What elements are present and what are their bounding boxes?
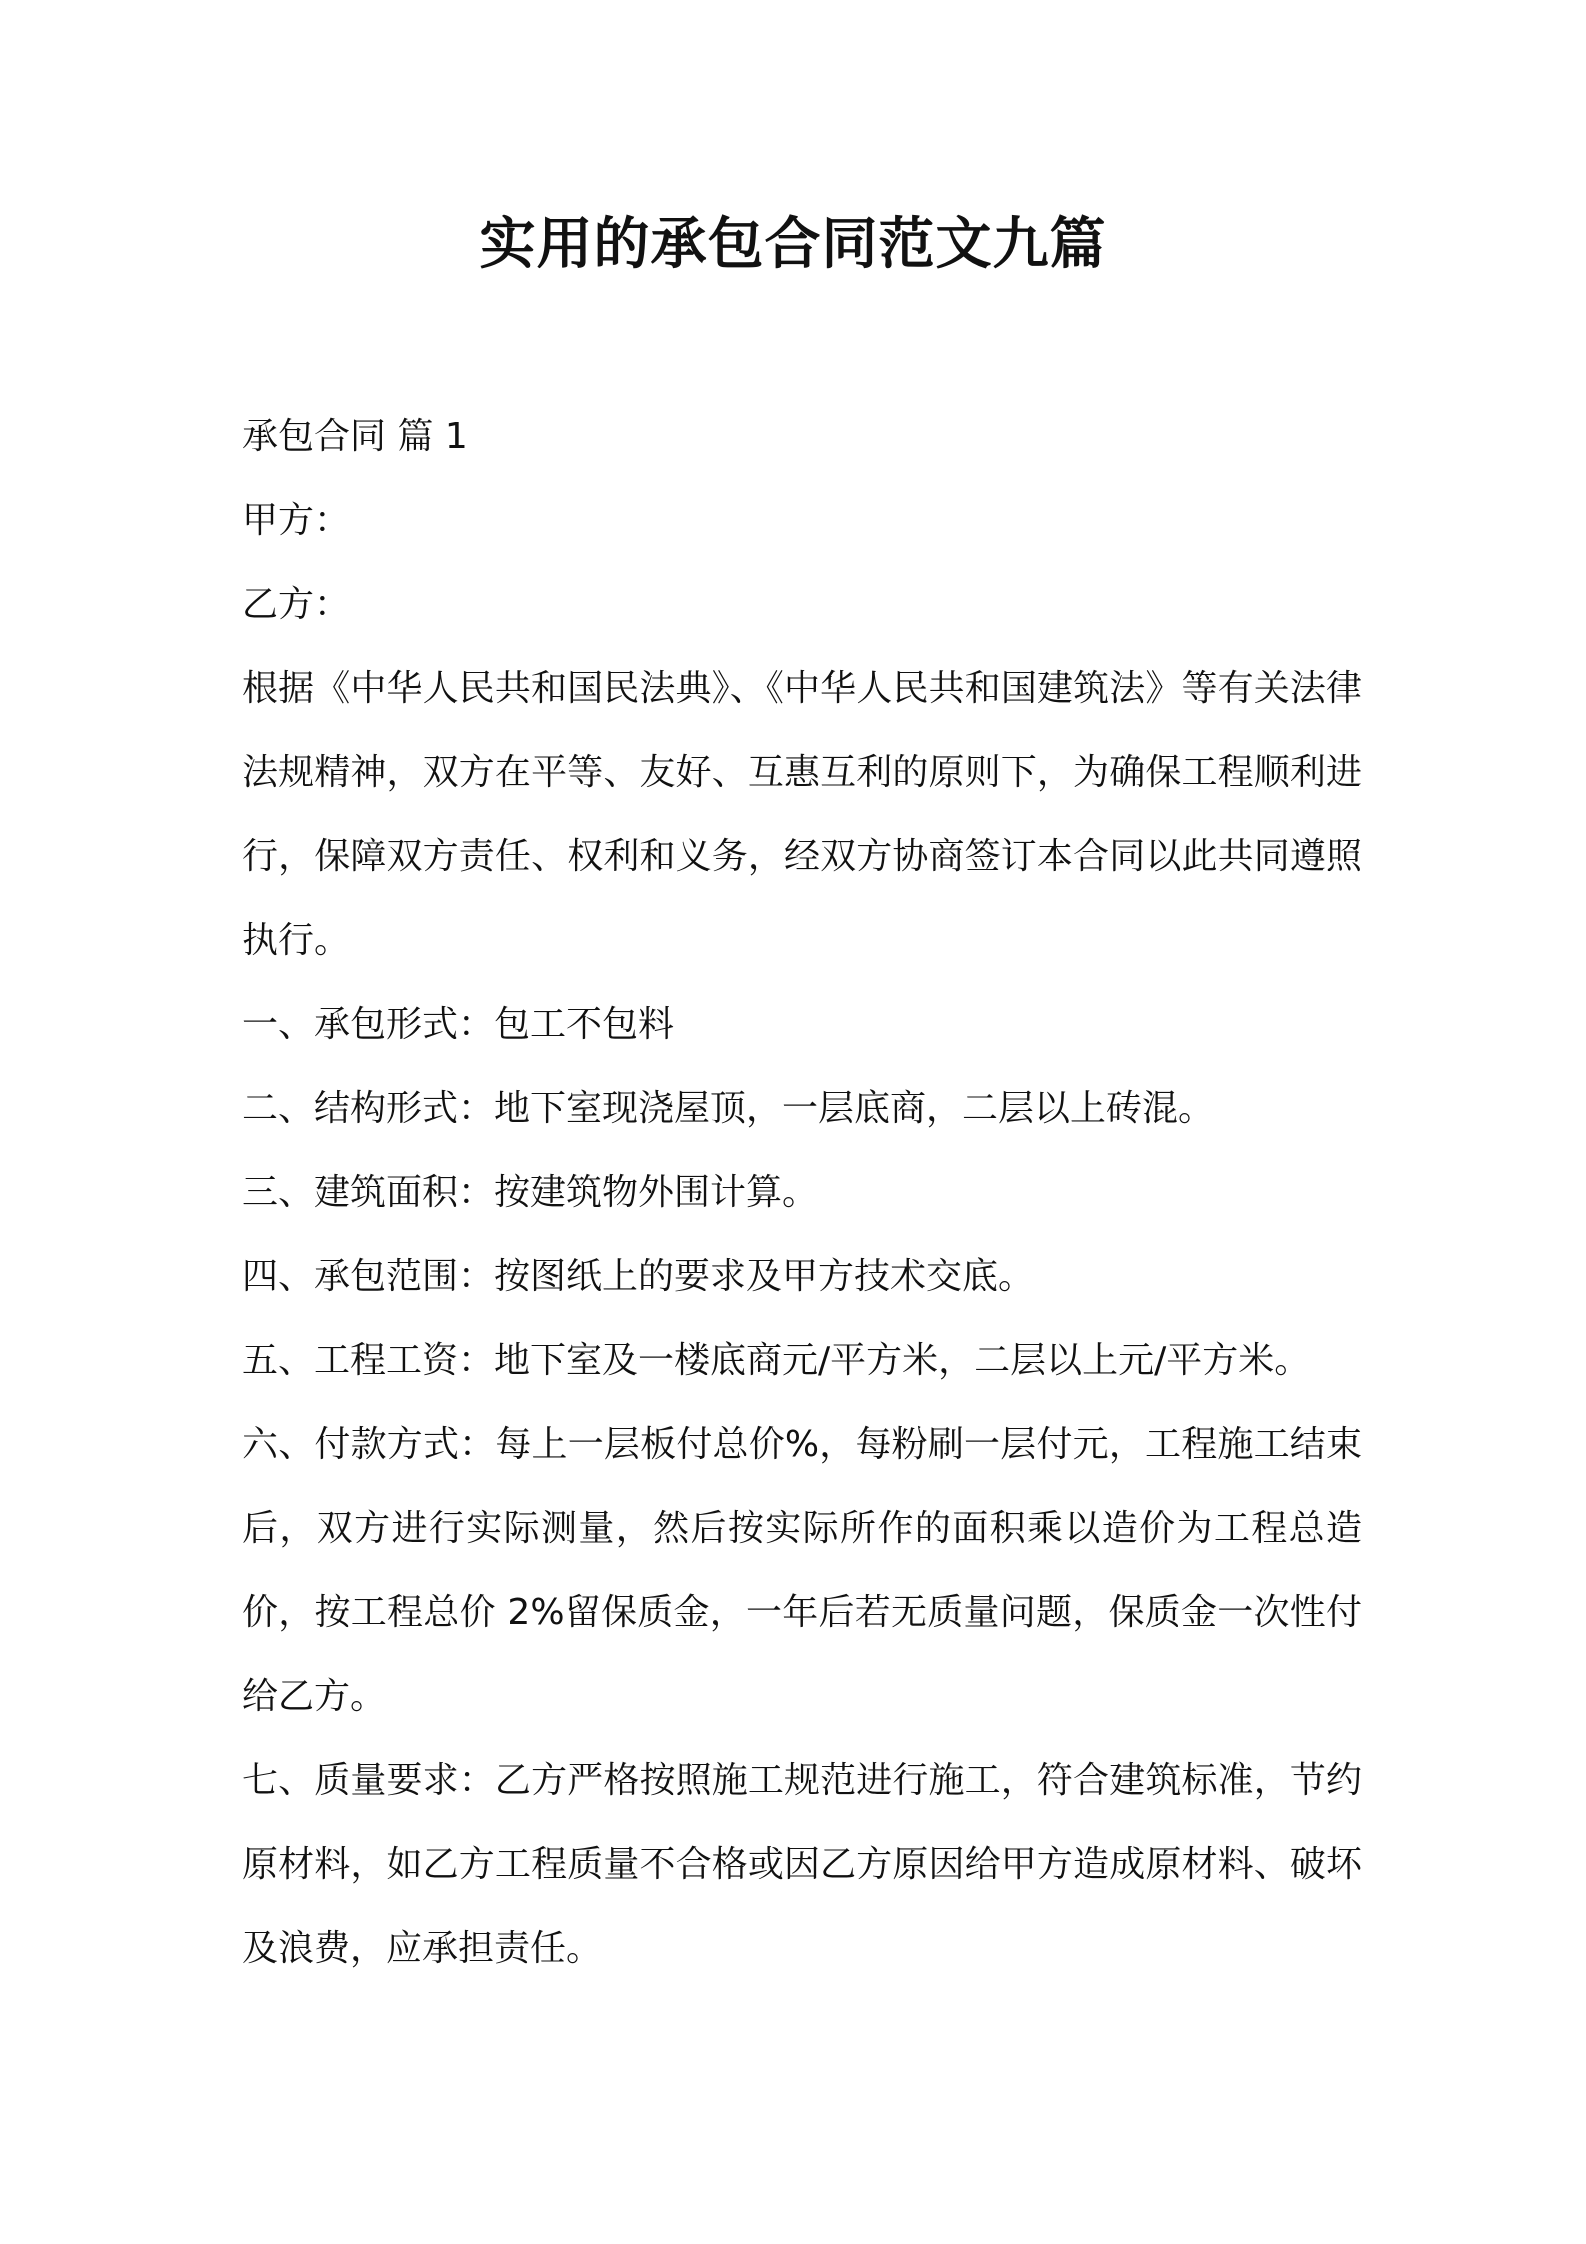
clause-6: 六、付款方式：每上一层板付总价%，每粉刷一层付元，工程施工结束后，双方进行实际测量，然后按实际所作的面积乘以造价为工程总造价，按工程总价 2%留保质金，一年后若无质量问题，保质金一次性付给乙方。	[242, 1424, 1362, 1717]
document-title: 实用的承包合同范文九篇	[479, 212, 1107, 277]
section-heading: 承包合同 篇 1	[242, 416, 468, 457]
clause-2: 二、结构形式：地下室现浇屋顶，一层底商，二层以上砖混。	[242, 1088, 1215, 1129]
clause-7: 七、质量要求：乙方严格按照施工规范进行施工，符合建筑标准，节约原材料，如乙方工程质量不合格或因乙方原因给甲方造成原材料、破坏及浪费，应承担责任。	[242, 1760, 1362, 1969]
clause-1: 一、承包形式：包工不包料	[242, 1004, 675, 1045]
party-a-line: 甲方：	[242, 500, 351, 541]
clause-4: 四、承包范围：按图纸上的要求及甲方技术交底。	[242, 1256, 1035, 1297]
party-b-line: 乙方：	[242, 584, 351, 625]
document-body	[242, 395, 1362, 1991]
clause-5: 五、工程工资：地下室及一楼底商元/平方米，二层以上元/平方米。	[242, 1340, 1311, 1381]
clause-3: 三、建筑面积：按建筑物外围计算。	[242, 1172, 819, 1213]
preamble-paragraph: 根据《中华人民共和国民法典》、《中华人民共和国建筑法》等有关法律法规精神，双方在平等、友好、互惠互利的原则下，为确保工程顺利进行，保障双方责任、权利和义务，经双方协商签订本合同以此共同遵照执行。	[242, 668, 1362, 961]
